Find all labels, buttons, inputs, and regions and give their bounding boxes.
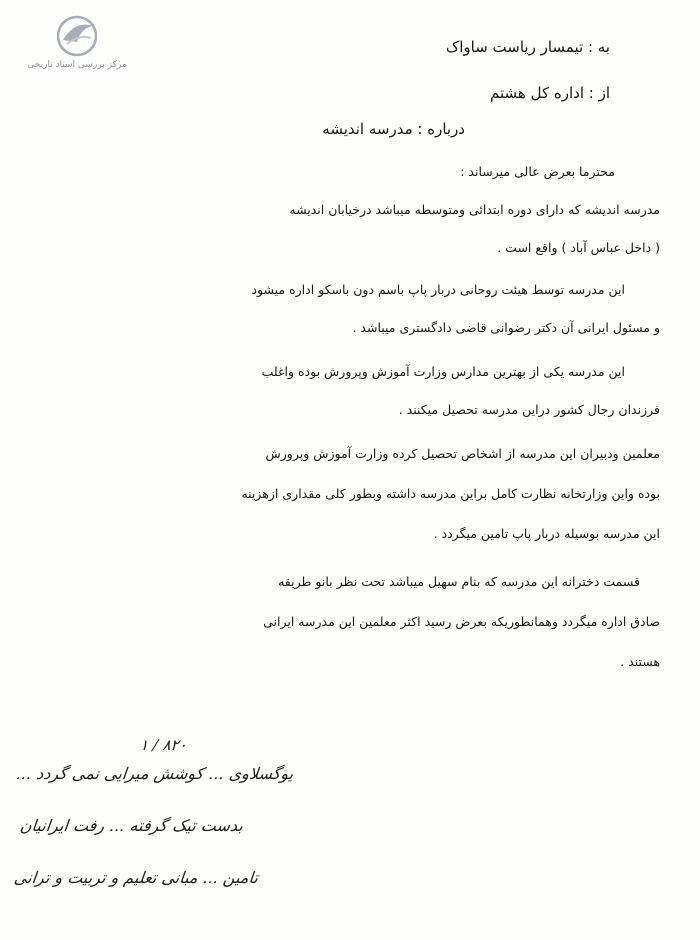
paragraph-line: بوده واین وزارتخانه نظارت کامل براین مدرسه داشته وبطور کلی مقداری ازهزینه xyxy=(241,486,660,501)
paragraph-line: این مدرسه توسط هیئت روحانی دربار پاپ باسم دون باسکو اداره میشود xyxy=(251,282,625,297)
handwritten-line: بدست تیک گرفته ... رفت ایرانیان xyxy=(19,816,244,835)
handwritten-line: یوگسلاوی ... کوشش میرایی نمی گردد ... xyxy=(15,764,295,783)
paragraph-line: ( داخل عباس آباد ) واقع است . xyxy=(497,240,660,255)
archive-logo-text: مرکز بررسی اسناد تاریخی xyxy=(27,60,127,70)
paragraph-line: صادق اداره میگردد وهمانطوریکه بعرض رسید اکثر معلمین این مدرسه ایرانی xyxy=(263,614,660,629)
paragraph-line: و مسئول ایرانی آن دکتر رضوانی قاضی دادگستری میباشد . xyxy=(352,320,660,335)
archive-logo xyxy=(22,14,132,74)
paragraph-line: این مدرسه یکی از بهترین مدارس وزارت آموزش وپرورش بوده واغلب xyxy=(261,364,625,379)
handwritten-date: ۸۲۰ / ۱ xyxy=(139,736,188,754)
sender-line: از : اداره کل هشتم xyxy=(490,84,610,102)
paragraph-line: این مدرسه بوسیله دربار پاپ تامین میگردد . xyxy=(433,526,660,541)
paragraph-line: مدرسه اندیشه که دارای دوره ابتدائی ومتوسطه میباشد درخیابان اندیشه xyxy=(289,202,660,217)
paragraph-line: قسمت دخترانه این مدرسه که بنام سهیل میباشد تحت نظر بانو طریقه xyxy=(278,574,640,589)
logo-emblem-icon xyxy=(57,14,97,58)
paragraph-line: هستند . xyxy=(620,654,660,669)
paragraph-line: فرزندان رجال کشور دراین مدرسه تحصیل میکنند . xyxy=(398,402,660,417)
subject-line: درباره : مدرسه اندیشه xyxy=(322,120,465,138)
paragraph-line: معلمین ودبیران این مدرسه از اشخاص تحصیل کرده وزارت آموزش وپرورش xyxy=(265,446,660,461)
handwritten-line: تامین ... مبانی تعلیم و تربیت و ترانی xyxy=(13,868,260,887)
recipient-line: به : تیمسار ریاست ساواک xyxy=(445,38,610,56)
salutation: محترما بعرض عالی میرساند : xyxy=(460,164,615,179)
